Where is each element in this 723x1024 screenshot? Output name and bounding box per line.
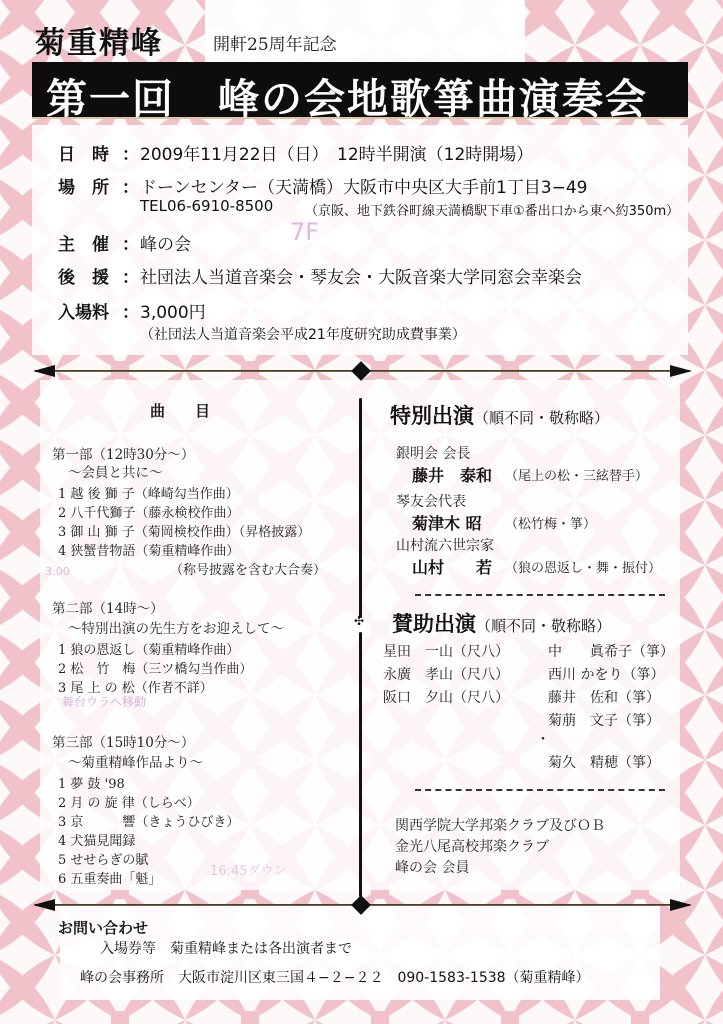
part-1-subtitle: 〜会員と共に〜 bbox=[68, 465, 163, 481]
datetime-label: 日 時 bbox=[58, 145, 109, 165]
supporting-performer: 永廣 孝山（尺八） bbox=[383, 667, 509, 683]
ornamental-divider-bottom bbox=[35, 904, 690, 906]
performer-name: 菊津木 昭 bbox=[412, 514, 482, 533]
performer-role: （尾上の松・三絃替手） bbox=[505, 469, 649, 484]
performer-name: 山村 若 bbox=[412, 558, 493, 577]
program-item: 5 せせらぎの賦 bbox=[58, 853, 149, 868]
program-item: 3 京 響（きょうひびき） bbox=[58, 815, 240, 830]
venue-value: ドーンセンター（天満橋）大阪市中央区大手前1丁目3−49 bbox=[140, 178, 588, 198]
cross-ornament-icon: ✣ bbox=[354, 614, 365, 628]
concert-title: 第一回 峰の会地歌箏曲演奏会 bbox=[46, 75, 648, 123]
colon: ： bbox=[122, 303, 139, 323]
arrow-right-icon bbox=[670, 365, 692, 377]
group-item: 峰の会 会員 bbox=[395, 860, 470, 876]
performer-name: 藤井 泰和 bbox=[412, 466, 493, 485]
supporting-performer: 中 眞希子（箏） bbox=[548, 644, 674, 660]
supporting-performer: 阪口 夕山（尺八） bbox=[383, 690, 509, 706]
handwritten-note: 16:45ダウン bbox=[210, 864, 287, 879]
part-3-title: 第三部（15時10分〜） bbox=[52, 735, 195, 751]
supporting-heading-note: （順不同・敬称略） bbox=[476, 617, 612, 635]
host-value: 峰の会 bbox=[140, 235, 191, 255]
part-1-title: 第一部（12時30分〜） bbox=[52, 447, 195, 463]
program-item: 4 狭蟹昔物語（菊重精峰作曲） bbox=[58, 544, 240, 559]
program-item: 4 犬猫見聞録 bbox=[58, 834, 136, 849]
performer-role: （松竹梅・箏） bbox=[505, 517, 597, 532]
program-item: 1 狼の恩返し（菊重精峰作曲） bbox=[58, 643, 240, 658]
handwritten-note: 7F bbox=[290, 218, 320, 246]
program-item: 1 越 後 獅 子（峰崎勾当作曲） bbox=[58, 487, 239, 502]
contact-title: お問い合わせ bbox=[58, 919, 149, 937]
venue-tel: TEL06-6910-8500 bbox=[140, 197, 274, 215]
arrow-left-icon bbox=[33, 899, 55, 911]
program-item: 3 御 山 獅 子（菊岡検校作曲）（昇格披露） bbox=[58, 525, 311, 540]
supporting-heading-title: 賛助出演 bbox=[392, 611, 476, 636]
special-heading-title: 特別出演 bbox=[390, 403, 474, 428]
arrow-right-icon bbox=[670, 899, 692, 911]
vertical-divider-upper bbox=[359, 398, 362, 618]
support-value: 社団法人当道音楽会・琴友会・大阪音楽大学同窓会幸楽会 bbox=[140, 268, 582, 288]
program-item: 1 夢 鼓 '98 bbox=[58, 777, 125, 792]
arrow-left-icon bbox=[33, 365, 55, 377]
program-item: 2 松 竹 梅（三ツ橋勾当作曲） bbox=[58, 662, 253, 677]
venue-access: （京阪、地下鉄谷町線天満橋駅下車①番出口から東へ約350m） bbox=[305, 204, 680, 219]
contact-office: 峰の会事務所 大阪市淀川区東三国４−２−２２ 090-1583-1538（菊重精峰） bbox=[80, 970, 590, 986]
program-item: 3 尾 上 の 松（作者不詳） bbox=[58, 681, 213, 696]
host-label: 主 催 bbox=[58, 235, 109, 255]
contact-tickets: 入場券等 菊重精峰または各出演者まで bbox=[100, 941, 352, 957]
supporting-performer: 菊久 精穂（箏） bbox=[548, 755, 660, 771]
part-2-subtitle: 〜特別出演の先生方をお迎えして〜 bbox=[68, 621, 284, 637]
handwritten-note: 3:00 bbox=[45, 565, 70, 578]
handwritten-note: 舞台ウラへ移動 bbox=[62, 695, 147, 709]
section-separator bbox=[415, 789, 665, 791]
colon: ： bbox=[122, 178, 139, 198]
performer-affiliation: 銀明会 会長 bbox=[396, 446, 471, 462]
support-label: 後 援 bbox=[58, 268, 109, 288]
supporting-performer: 星田 一山（尺八） bbox=[383, 644, 509, 660]
program-heading: 曲目 bbox=[150, 402, 241, 420]
performer-affiliation: 山村流六世宗家 bbox=[396, 538, 494, 554]
colon: ： bbox=[122, 235, 139, 255]
ornamental-divider-top bbox=[35, 370, 690, 372]
performer-affiliation: 琴友会代表 bbox=[396, 494, 466, 510]
venue-label: 場 所 bbox=[58, 178, 109, 198]
fee-note: （社団法人当道音楽会平成21年度研究助成費事業） bbox=[140, 327, 466, 343]
supporting-performer: 西川 かをり（箏） bbox=[548, 667, 665, 683]
program-item: 2 八千代獅子（藤永検校作曲） bbox=[58, 506, 240, 521]
supporting-heading bbox=[392, 608, 611, 638]
section-separator bbox=[415, 594, 665, 596]
bullet-dot: ・ bbox=[536, 732, 550, 748]
organizer-name: 菊重精峰 bbox=[35, 26, 163, 61]
program-item: 2 月 の 旋 律（しらべ） bbox=[58, 796, 200, 811]
special-heading bbox=[390, 400, 609, 430]
program-item: 6 五重奏曲「魁」 bbox=[58, 872, 162, 887]
colon: ： bbox=[122, 145, 139, 165]
fee-value: 3,000円 bbox=[140, 303, 206, 323]
supporting-performer: 菊萠 文子（箏） bbox=[548, 713, 660, 729]
fee-label: 入場料 bbox=[58, 303, 109, 323]
group-item: 関西学院大学邦楽クラブ及びＯＢ bbox=[395, 818, 605, 834]
part-2-title: 第二部（14時〜） bbox=[52, 601, 164, 617]
vertical-divider-lower bbox=[359, 632, 362, 897]
program-item-note: （称号披露を含む大合奏） bbox=[170, 563, 327, 578]
part-3-subtitle: 〜菊重精峰作品より〜 bbox=[68, 755, 203, 771]
colon: ： bbox=[122, 268, 139, 288]
title-banner bbox=[32, 62, 688, 123]
anniversary-label: 開軒25周年記念 bbox=[213, 35, 337, 55]
datetime-value: 2009年11月22日（日） 12時半開演（12時開場） bbox=[140, 145, 534, 165]
special-heading-note: （順不同・敬称略） bbox=[474, 409, 610, 427]
performer-role: （狼の恩返し・舞・振付） bbox=[505, 561, 662, 576]
group-item: 金光八尾高校邦楽クラブ bbox=[395, 839, 549, 855]
supporting-performer: 藤井 佐和（箏） bbox=[548, 690, 660, 706]
